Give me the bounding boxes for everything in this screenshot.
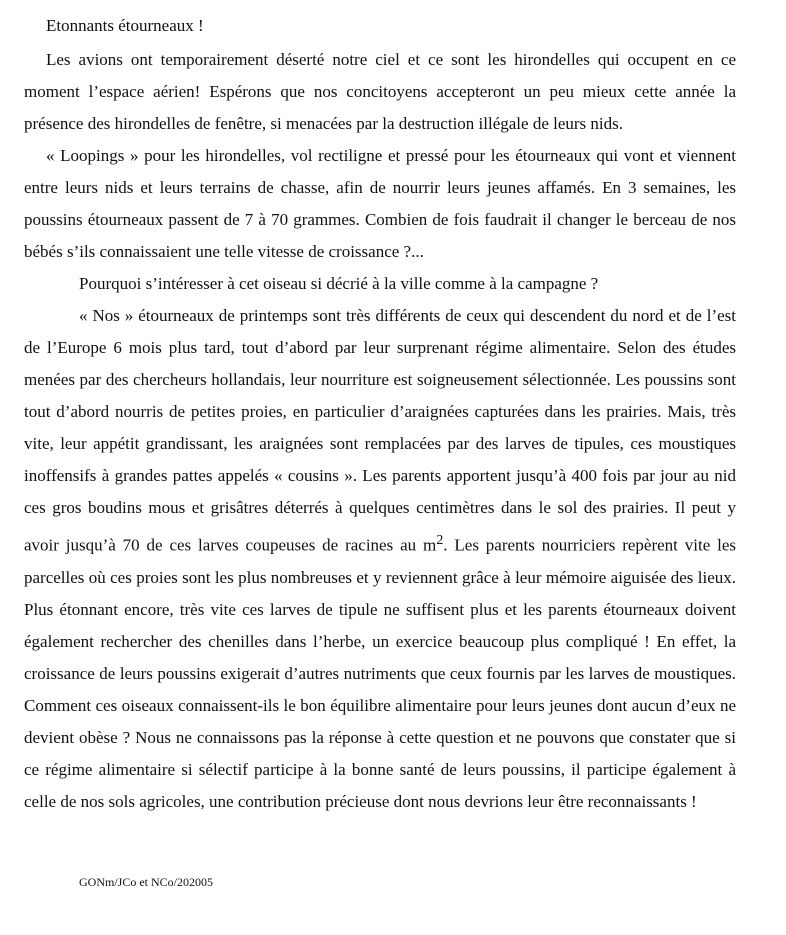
paragraph-question: Pourquoi s’intéresser à cet oiseau si décrié à la ville comme à la campagne ? <box>79 274 599 293</box>
paragraph-nos-etourneaux <box>24 300 736 818</box>
document-body <box>24 44 736 818</box>
signature: GONm/JCo et NCo/202005 <box>79 875 214 889</box>
square-meter-superscript: 2 <box>436 532 444 548</box>
document-title: Etonnants étourneaux ! <box>46 16 204 35</box>
paragraph-loopings: « Loopings » pour les hirondelles, vol rectiligne et pressé pour les étourneaux qui vont et viennent entre leurs nids et leurs terrains de chasse, afin de nourrir leurs jeunes affamés. En 3 semaines, les poussins étourneaux passent de 7 à 70 grammes. Combien de fois faudrait il changer le berceau de nos bébés s’ils connaissaient une telle vitesse de croissance ?... <box>24 146 736 261</box>
paragraph-hirondelles: Les avions ont temporairement déserté notre ciel et ce sont les hirondelles qui occupent en ce moment l’espace aérien! Espérons que nos concitoyens accepteront un peu mieux cette année la présence des hirondelles de fenêtre, si menacées par la destruction illégale de leurs nids. <box>24 50 736 133</box>
paragraph-nos-etourneaux-text-end: . Les parents nourriciers repèrent vite les parcelles où ces proies sont les plus nombreuses et y reviennent grâce à leur mémoire aiguisée des lieux. Plus étonnant encore, très vite ces larves de tipule ne suffisent plus et les parents étourneaux doivent également rechercher des chenilles dans l’herbe, un exercice beaucoup plus compliqué ! En effet, la croissance de leurs poussins exigerait d’autres nutriments que ceux fournis par les larves de moustiques. Comment ces oiseaux connaissent-ils le bon équilibre alimentaire pour leurs jeunes dont aucun d’eux ne devient obèse ? Nous ne connaissons pas la réponse à cette question et ne pouvons que constater que si ce régime alimentaire si sélectif participe à la bonne santé de leurs poussins, il participe également à celle de nos sols agricoles, une contribution précieuse dont nous devrions leur être reconnaissants ! <box>24 535 736 811</box>
paragraph-nos-etourneaux-text-start: « Nos » étourneaux de printemps sont très différents de ceux qui descendent du nord et de l’est de l’Europe 6 mois plus tard, tout d’abord par leur surprenant régime alimentaire. Selon des études menées par des chercheurs hollandais, leur nourriture est soigneusement sélectionnée. Les poussins sont tout d’abord nourris de petites proies, en particulier d’araignées capturées dans les prairies. Mais, très vite, leur appétit grandissant, les araignées sont remplacées par des larves de tipules, ces moustiques inoffensifs à grandes pattes appelés « cousins ». Les parents apportent jusqu’à 400 fois par jour au nid ces gros boudins mous et grisâtres déterrés à quelques centimètres dans le sol des prairies. Il peut y avoir jusqu’à 70 de ces larves coupeuses de racines au m <box>24 306 736 555</box>
